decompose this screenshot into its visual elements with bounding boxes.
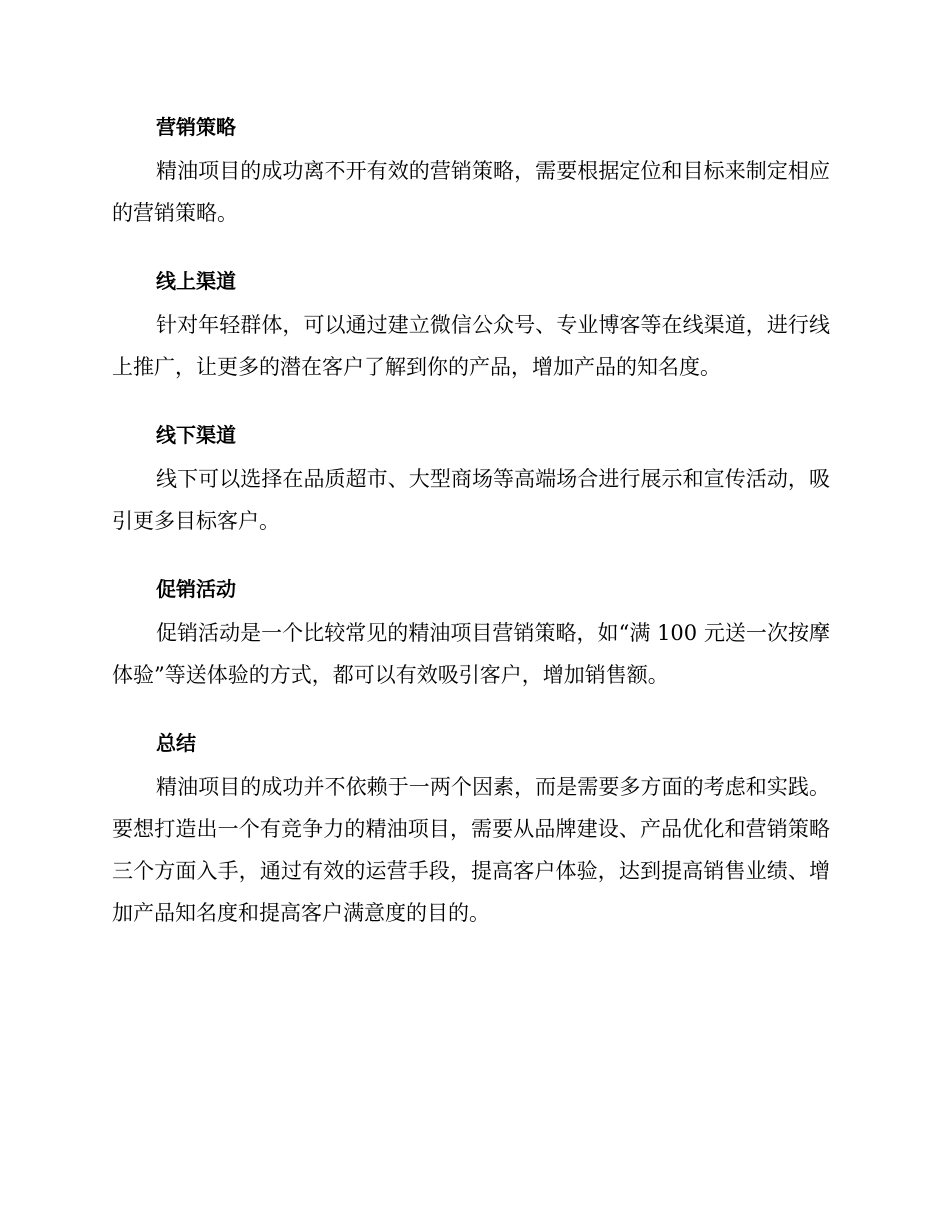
section-paragraph-promotions: 促销活动是一个比较常见的精油项目营销策略，如“满 100 元送一次按摩体验”等送体验的方式，都可以有效吸引客户，增加销售额。 — [112, 621, 830, 687]
section-heading-offline-channels: 线下渠道 — [156, 423, 236, 447]
section-paragraph-offline-channels: 线下可以选择在品质超市、大型商场等高端场合进行展示和宣传活动，吸引更多目标客户。 — [112, 467, 830, 533]
section-paragraph-marketing-strategy: 精油项目的成功离不开有效的营销策略，需要根据定位和目标来制定相应的营销策略。 — [112, 159, 830, 225]
section-paragraph-online-channels: 针对年轻群体，可以通过建立微信公众号、专业博客等在线渠道，进行线上推广，让更多的潜在客户了解到你的产品，增加产品的知名度。 — [112, 313, 830, 379]
section-heading-online-channels: 线上渠道 — [156, 269, 236, 293]
section-heading-marketing-strategy: 营销策略 — [156, 115, 236, 139]
section-paragraph-summary: 精油项目的成功并不依赖于一两个因素，而是需要多方面的考虑和实践。要想打造出一个有竞争力的精油项目，需要从品牌建设、产品优化和营销策略三个方面入手，通过有效的运营手段，提高客户体验，达到提高销售业绩、增加产品知名度和提高客户满意度的目的。 — [112, 775, 830, 925]
section-heading-promotions: 促销活动 — [156, 577, 236, 601]
document-body — [112, 108, 830, 962]
section-heading-summary: 总结 — [156, 731, 196, 755]
